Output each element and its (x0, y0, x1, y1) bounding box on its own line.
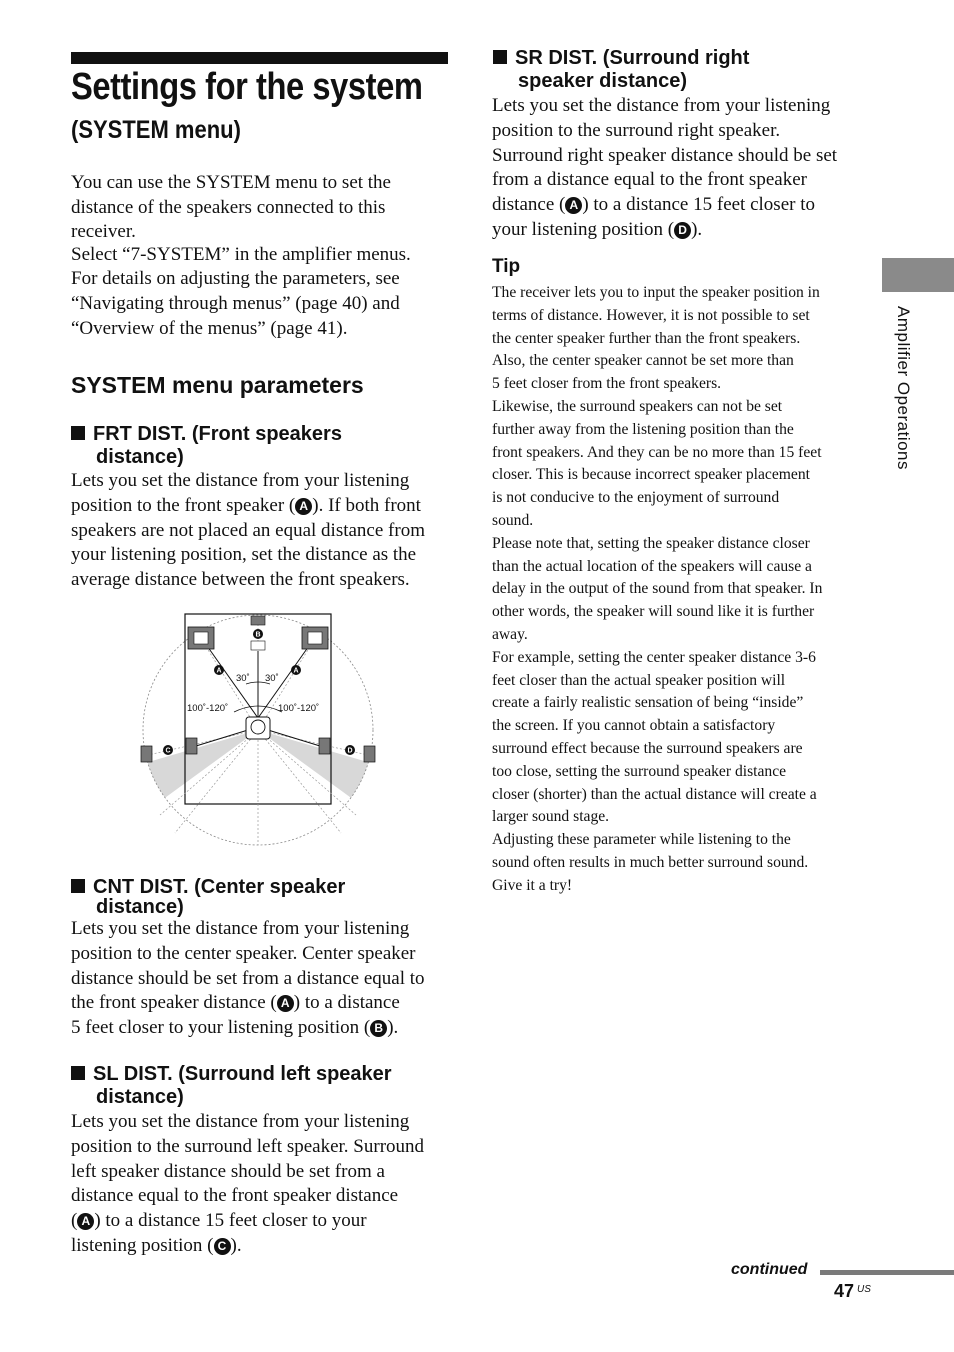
tip-line: the screen. If you cannot obtain a satisfactory (492, 717, 776, 735)
tip-line: Likewise, the surround speakers can not be set (492, 397, 783, 415)
sr-heading-line2: speaker distance) (518, 70, 687, 92)
frt-heading-line1: FRT DIST. (Front speakers (93, 423, 342, 445)
square-bullet-icon (71, 879, 85, 893)
text-line: average distance between the front speakers. (71, 569, 410, 591)
tip-line: feet closer than the actual speaker position will (492, 671, 786, 689)
tip-line: 5 feet closer from the front speakers. (492, 375, 722, 393)
sr-heading-line1: SR DIST. (Surround right (515, 47, 750, 69)
label-c-icon: C (214, 1238, 231, 1255)
tip-line: The receiver lets you to input the speaker position in (492, 284, 820, 301)
intro-line: Select “7-SYSTEM” in the amplifier menus. (71, 243, 411, 265)
tip-line: sound often results in much better surround sound. (492, 853, 809, 871)
sl-heading-line2: distance) (96, 1086, 184, 1108)
tip-line: Give it a try! (492, 876, 573, 894)
text-line: 5 feet closer to your listening position ( B ). (71, 1017, 399, 1039)
tip-line: Also, the center speaker cannot be set more than (492, 352, 794, 370)
text-line: position to the center speaker. Center speaker (71, 942, 416, 964)
text-line: your listening position ( D ). (492, 218, 703, 240)
tip-line: create a fairly realistic sensation of being “inside” (492, 694, 804, 712)
text-line: distance equal to the front speaker distance (71, 1185, 399, 1207)
label-a-icon: A (277, 995, 294, 1012)
angle-label-surround-right: 100˚-120˚ (278, 703, 320, 714)
intro-line: receiver. (71, 220, 136, 242)
square-bullet-icon (71, 426, 85, 440)
intro-line: You can use the SYSTEM menu to set the (71, 172, 391, 193)
page-number: 47 (834, 1281, 855, 1301)
cnt-dist-paragraph (71, 917, 425, 1041)
sl-dist-paragraph (71, 1110, 424, 1259)
cnt-heading-line1: CNT DIST. (Center speaker (93, 876, 346, 898)
marker-c-label: C (165, 747, 171, 755)
page-subtitle: (SYSTEM menu) (71, 116, 241, 144)
sr-dist-paragraph (492, 94, 837, 243)
text-line: Lets you set the distance from your listening (71, 1111, 410, 1132)
continued-rule (820, 1270, 954, 1275)
text-line: your listening position, set the distance as the (71, 544, 417, 566)
tip-line: closer. This is because incorrect speaker placement (492, 466, 810, 484)
text-line: listening position ( C ). (71, 1234, 242, 1256)
continued-label: continued (731, 1261, 808, 1278)
text-line: speakers are not placed an equal distance from (71, 519, 425, 541)
marker-a-left-label: A (216, 667, 222, 675)
cnt-dist-heading (71, 876, 345, 919)
frt-dist-paragraph (71, 469, 425, 593)
angle-label-front-left: 30˚ (236, 673, 250, 684)
tip-line: than the actual location of the speakers will cause a (492, 557, 812, 575)
section-tab (882, 258, 954, 292)
text-line: Lets you set the distance from your listening (492, 95, 831, 116)
square-bullet-icon (493, 50, 507, 64)
tip-line: away. (492, 625, 528, 643)
title-rule (71, 52, 448, 64)
tip-line: For example, setting the center speaker distance 3-6 (492, 648, 816, 666)
text-line: Surround right speaker distance should be set (492, 144, 838, 166)
angle-label-front-right: 30˚ (265, 673, 279, 684)
tip-line: larger sound stage. (492, 808, 610, 826)
sl-heading-line1: SL DIST. (Surround left speaker (93, 1063, 392, 1085)
text-line: position to the front speaker ( A ). If both front (71, 494, 421, 516)
label-a-icon: A (295, 498, 312, 515)
text-line: distance ( A ) to a distance 15 feet closer to (492, 194, 815, 216)
listener-icon (246, 717, 270, 739)
text-line: ( A ) to a distance 15 feet closer to your (71, 1210, 367, 1232)
surround-left-zone (145, 730, 258, 800)
page-title: Settings for the system (71, 66, 423, 108)
tip-line: the center speaker further than the front speakers. (492, 329, 801, 347)
angle-label-surround-left: 100˚-120˚ (187, 703, 229, 714)
intro-line: “Navigating through menus” (page 40) and (71, 293, 400, 315)
text-line: Lets you set the distance from your listening (71, 918, 410, 939)
section-heading: SYSTEM menu parameters (71, 372, 364, 398)
intro-line: distance of the speakers connected to this (71, 196, 386, 218)
intro-line: “Overview of the menus” (page 41). (71, 317, 348, 339)
tip-line: is not conducive to the enjoyment of surround (492, 489, 780, 507)
tip-line: Adjusting these parameter while listening to the (492, 831, 791, 849)
tip-line: Please note that, setting the speaker distance closer (492, 534, 810, 552)
tip-paragraph (492, 282, 822, 898)
marker-b-label: B (255, 631, 261, 639)
sr-dist-heading (493, 47, 749, 93)
tip-line: too close, setting the surround speaker distance (492, 762, 787, 780)
page-number-suffix: US (857, 1284, 871, 1295)
tip-heading: Tip (492, 256, 521, 277)
text-line: position to the surround right speaker. (492, 119, 781, 141)
tip-line: closer (shorter) than the actual distance will create a (492, 785, 817, 803)
text-line: distance should be set from a distance equal to (71, 967, 425, 989)
tip-line: other words, the speaker will sound like it is further (492, 603, 815, 621)
tip-line: surround effect because the surround speakers are (492, 739, 803, 757)
label-b-icon: B (370, 1020, 387, 1037)
tip-line: delay in the output of the sound from that speaker. In (492, 580, 823, 598)
front-left-speaker-icon (188, 627, 214, 649)
sl-dist-heading (71, 1063, 392, 1109)
frt-dist-heading (71, 423, 342, 469)
marker-d-label: D (347, 747, 353, 755)
intro-paragraph (71, 171, 411, 342)
intro-line: For details on adjusting the parameters, see (71, 268, 400, 290)
marker-a-right-label: A (293, 667, 299, 675)
cnt-heading-line2: distance) (96, 896, 184, 918)
section-side-label: Amplifier Operations (894, 306, 913, 471)
tip-line: further away from the listening position than the (492, 420, 794, 438)
frt-heading-line2: distance) (96, 446, 184, 468)
text-line: position to the surround left speaker. Surround (71, 1135, 425, 1157)
tip-line: sound. (492, 511, 534, 529)
text-line: the front speaker distance ( A ) to a distance (71, 992, 400, 1014)
text-line: left speaker distance should be set from a (71, 1160, 385, 1182)
label-d-icon: D (674, 222, 691, 239)
label-a-icon: A (77, 1213, 94, 1230)
square-bullet-icon (71, 1066, 85, 1080)
speaker-placement-diagram (130, 605, 385, 855)
surround-right-zone (258, 730, 371, 800)
tip-line: terms of distance. However, it is not possible to set (492, 306, 810, 324)
tip-line: front speakers. And they can be no more than 15 feet (492, 443, 822, 461)
label-a-icon: A (565, 197, 582, 214)
text-line: from a distance equal to the front speaker (492, 169, 807, 191)
text-line: Lets you set the distance from your listening (71, 470, 410, 491)
front-right-speaker-icon (302, 627, 328, 649)
